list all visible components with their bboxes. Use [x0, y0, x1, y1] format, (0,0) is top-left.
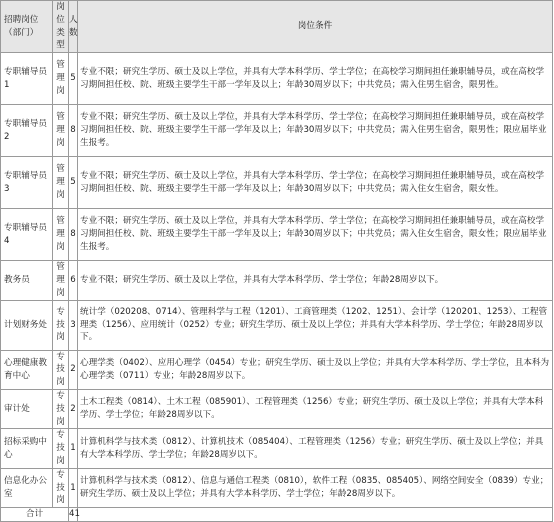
row-dept: 专职辅导员2 [1, 105, 53, 157]
row-type: 专技岗 [53, 468, 69, 507]
row-dept: 专职辅导员4 [1, 209, 53, 261]
row-count: 8 [69, 209, 78, 261]
total-count: 41 [69, 508, 78, 522]
row-count: 5 [69, 157, 78, 209]
row-count: 2 [69, 389, 78, 428]
row-count: 1 [69, 468, 78, 507]
row-dept: 专职辅导员1 [1, 53, 53, 105]
total-blank [78, 508, 553, 522]
row-type: 专技岗 [53, 389, 69, 428]
row-type: 管理岗 [53, 261, 69, 300]
row-dept: 专职辅导员3 [1, 157, 53, 209]
table-row [1, 350, 553, 389]
table-row [1, 389, 553, 428]
table-row [1, 157, 553, 209]
table-row [1, 468, 553, 507]
row-type: 管理岗 [53, 53, 69, 105]
row-conditions: 专业不限；研究生学历、硕士及以上学位，并具有大学本科学历、学士学位；在高校学习期间担任兼职辅导员，或在高校学习期间担任校、院、班级主要学生干部一学年及以上；年龄30周岁以下；中共党员；需入住男生宿舍，限男性；限应届毕业生报考。 [78, 105, 553, 157]
total-label: 合计 [1, 508, 69, 522]
header-type: 岗位类型 [53, 1, 69, 53]
row-type: 专技岗 [53, 350, 69, 389]
row-type: 管理岗 [53, 209, 69, 261]
table-row [1, 209, 553, 261]
row-conditions: 统计学（020208、0714）、管理科学与工程（1201）、工商管理类（1202、1251）、会计学（120201、1253）、工程管理类（1256）、应用统计（0252）专业；研究生学历、硕士及以上学位；并具有大学本科学历、学士学位；年龄28周岁以下。 [78, 300, 553, 350]
header-count: 人数 [69, 1, 78, 53]
row-count: 2 [69, 350, 78, 389]
row-count: 3 [69, 300, 78, 350]
row-count: 5 [69, 53, 78, 105]
row-dept: 心理健康教育中心 [1, 350, 53, 389]
total-row [1, 508, 553, 522]
row-dept: 计划财务处 [1, 300, 53, 350]
row-conditions: 专业不限；研究生学历、硕士及以上学位，并具有大学本科学历、学士学位；年龄28周岁以下。 [78, 261, 553, 300]
row-count: 1 [69, 429, 78, 468]
row-conditions: 专业不限；研究生学历、硕士及以上学位，并具有大学本科学历、学士学位；在高校学习期间担任兼职辅导员，或在高校学习期间担任校、院、班级主要学生干部一学年及以上；年龄30周岁以下；中共党员；需入住女生宿舍，限女性。 [78, 157, 553, 209]
row-dept: 招标采购中心 [1, 429, 53, 468]
row-conditions: 计算机科学与技术类（0812）、信息与通信工程类（0810），软件工程（0835、085405）、网络空间安全（0839）专业；研究生学历、硕士及以上学位；并具有大学本科学历、学士学位；年龄28周岁以下。 [78, 468, 553, 507]
row-type: 管理岗 [53, 105, 69, 157]
row-dept: 信息化办公室 [1, 468, 53, 507]
row-conditions: 计算机科学与技术类（0812）、计算机技术（085404）、工程管理类（1256）专业；研究生学历、硕士及以上学位；并具有大学本科学历、学士学位；年龄28周岁以下。 [78, 429, 553, 468]
row-dept: 审计处 [1, 389, 53, 428]
table-row [1, 261, 553, 300]
table-row [1, 429, 553, 468]
row-conditions: 心理学类（0402）、应用心理学（0454）专业；研究生学历、硕士及以上学位；并具有大学本科学历、学士学位，且本科为心理学类（0711）专业；年龄28周岁以下。 [78, 350, 553, 389]
table-row [1, 53, 553, 105]
table-row [1, 300, 553, 350]
row-type: 专技岗 [53, 429, 69, 468]
row-type: 专技岗 [53, 300, 69, 350]
row-conditions: 土木工程类（0814）、土木工程（085901）、工程管理类（1256）专业；研究生学历、硕士及以上学位；并具有大学本科学历、学士学位；年龄28周岁以下。 [78, 389, 553, 428]
row-conditions: 专业不限；研究生学历、硕士及以上学位，并具有大学本科学历、学士学位；在高校学习期间担任兼职辅导员，或在高校学习期间担任校、院、班级主要学生干部一学年及以上；年龄30周岁以下；中共党员；需入住男生宿舍，限男性。 [78, 53, 553, 105]
row-type: 管理岗 [53, 157, 69, 209]
table-header-row [1, 1, 553, 53]
row-count: 6 [69, 261, 78, 300]
row-dept: 教务员 [1, 261, 53, 300]
header-dept: 招聘岗位（部门） [1, 1, 53, 53]
table-row [1, 105, 553, 157]
row-count: 8 [69, 105, 78, 157]
header-conditions: 岗位条件 [78, 1, 553, 53]
row-conditions: 专业不限；研究生学历、硕士及以上学位，并具有大学本科学历、学士学位；在高校学习期间担任兼职辅导员，或在高校学习期间担任校、院、班级主要学生干部一学年及以上；年龄30周岁以下；中共党员；需入住女生宿舍，限女性；限应届毕业生报考。 [78, 209, 553, 261]
